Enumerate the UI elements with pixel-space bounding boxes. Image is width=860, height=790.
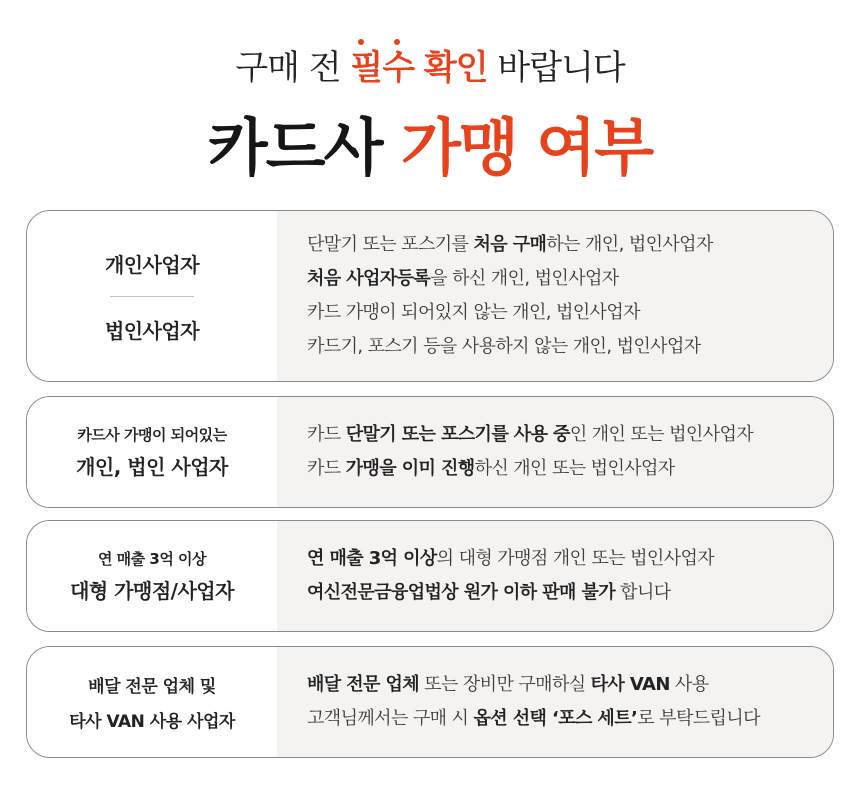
card-1-line-2	[307, 262, 833, 296]
text-segment: 합니다	[615, 582, 671, 603]
bold-segment: 처음 사업자등록	[307, 268, 431, 289]
page-title-accent: 가맹 여부	[401, 111, 653, 184]
bold-segment: 단말기 또는 포스기를 사용 중	[345, 424, 570, 445]
card-2-category	[27, 397, 277, 507]
text-segment: 단말기 또는 포스기를	[307, 234, 474, 255]
card-1-category	[27, 211, 277, 381]
bold-segment: 여신전문금융업법상 원가 이하 판매 불가	[307, 582, 616, 603]
page-title	[0, 98, 860, 187]
info-card-1	[26, 210, 834, 382]
card-3-line-1	[307, 542, 833, 576]
card-3-category	[27, 521, 277, 631]
card-2-title: 개인, 법인 사업자	[76, 455, 228, 479]
card-2-subtitle: 카드사 가맹이 되어있는	[77, 426, 227, 444]
text-segment: 카드 가맹이 되어있지 않는 개인, 법인사업자	[307, 302, 640, 323]
card-1-line-3	[307, 296, 833, 330]
sub-headline-accent-1	[350, 48, 414, 88]
text-segment: 하신 개인 또는 법인사업자	[474, 458, 675, 479]
card-4-line-1	[307, 668, 833, 702]
text-segment: 하는 개인, 법인사업자	[546, 234, 713, 255]
text-segment: 인 개인 또는 법인사업자	[569, 424, 754, 445]
sub-headline-accent-2: 확인	[423, 48, 488, 88]
card-2-details	[277, 397, 833, 507]
card-4-title-2: 타사 VAN 사용 사업자	[69, 712, 235, 732]
card-4-title-1: 배달 전문 업체 및	[88, 677, 216, 697]
card-3-title: 대형 가맹점/사업자	[70, 579, 234, 603]
text-segment: 고객님께서는 구매 시	[307, 708, 474, 729]
card-4-category	[27, 647, 277, 757]
card-1-line-1	[307, 228, 833, 262]
card-1-details	[277, 211, 833, 381]
bold-segment: 가맹을 이미 진행	[345, 458, 475, 479]
info-card-4	[26, 646, 834, 758]
card-1-divider	[110, 296, 194, 297]
card-4-line-2	[307, 702, 833, 736]
text-segment: 카드기, 포스기 등을 사용하지 않는 개인, 법인사업자	[307, 336, 701, 357]
emphasis-dot-icon	[394, 39, 400, 45]
card-3-details	[277, 521, 833, 631]
text-segment: 을 하신 개인, 법인사업자	[430, 268, 619, 289]
bold-segment: 배달 전문 업체	[307, 674, 420, 695]
text-segment: 의 대형 가맹점 개인 또는 법인사업자	[436, 548, 715, 569]
text-segment: 또는 장비만 구매하실	[419, 674, 591, 695]
page-title-pre: 카드사	[207, 111, 402, 184]
bold-segment: 옵션 선택 ‘포스 세트’	[473, 708, 638, 729]
bold-segment: 연 매출 3억 이상	[307, 548, 437, 569]
card-3-line-2	[307, 576, 833, 610]
sub-headline-accent-1-text: 필수	[350, 48, 415, 88]
card-1-title-1: 개인사업자	[104, 252, 200, 277]
bold-segment: 타사 VAN	[590, 674, 670, 695]
text-segment: 사용	[669, 674, 709, 695]
bold-segment: 처음 구매	[473, 234, 547, 255]
text-segment: 로 부탁드립니다	[637, 708, 760, 729]
card-4-details	[277, 647, 833, 757]
card-2-line-2	[307, 452, 833, 486]
emphasis-dot-icon	[358, 39, 364, 45]
text-segment: 카드	[307, 424, 346, 445]
text-segment: 카드	[307, 458, 346, 479]
card-1-line-4	[307, 330, 833, 364]
sub-headline-pre: 구매 전	[235, 48, 351, 88]
info-card-3	[26, 520, 834, 632]
sub-headline	[0, 40, 860, 89]
card-1-title-2: 법인사업자	[104, 318, 200, 343]
sub-headline-post: 바랍니다	[487, 48, 625, 88]
card-3-subtitle: 연 매출 3억 이상	[97, 550, 207, 568]
card-2-line-1	[307, 418, 833, 452]
info-card-2	[26, 396, 834, 508]
